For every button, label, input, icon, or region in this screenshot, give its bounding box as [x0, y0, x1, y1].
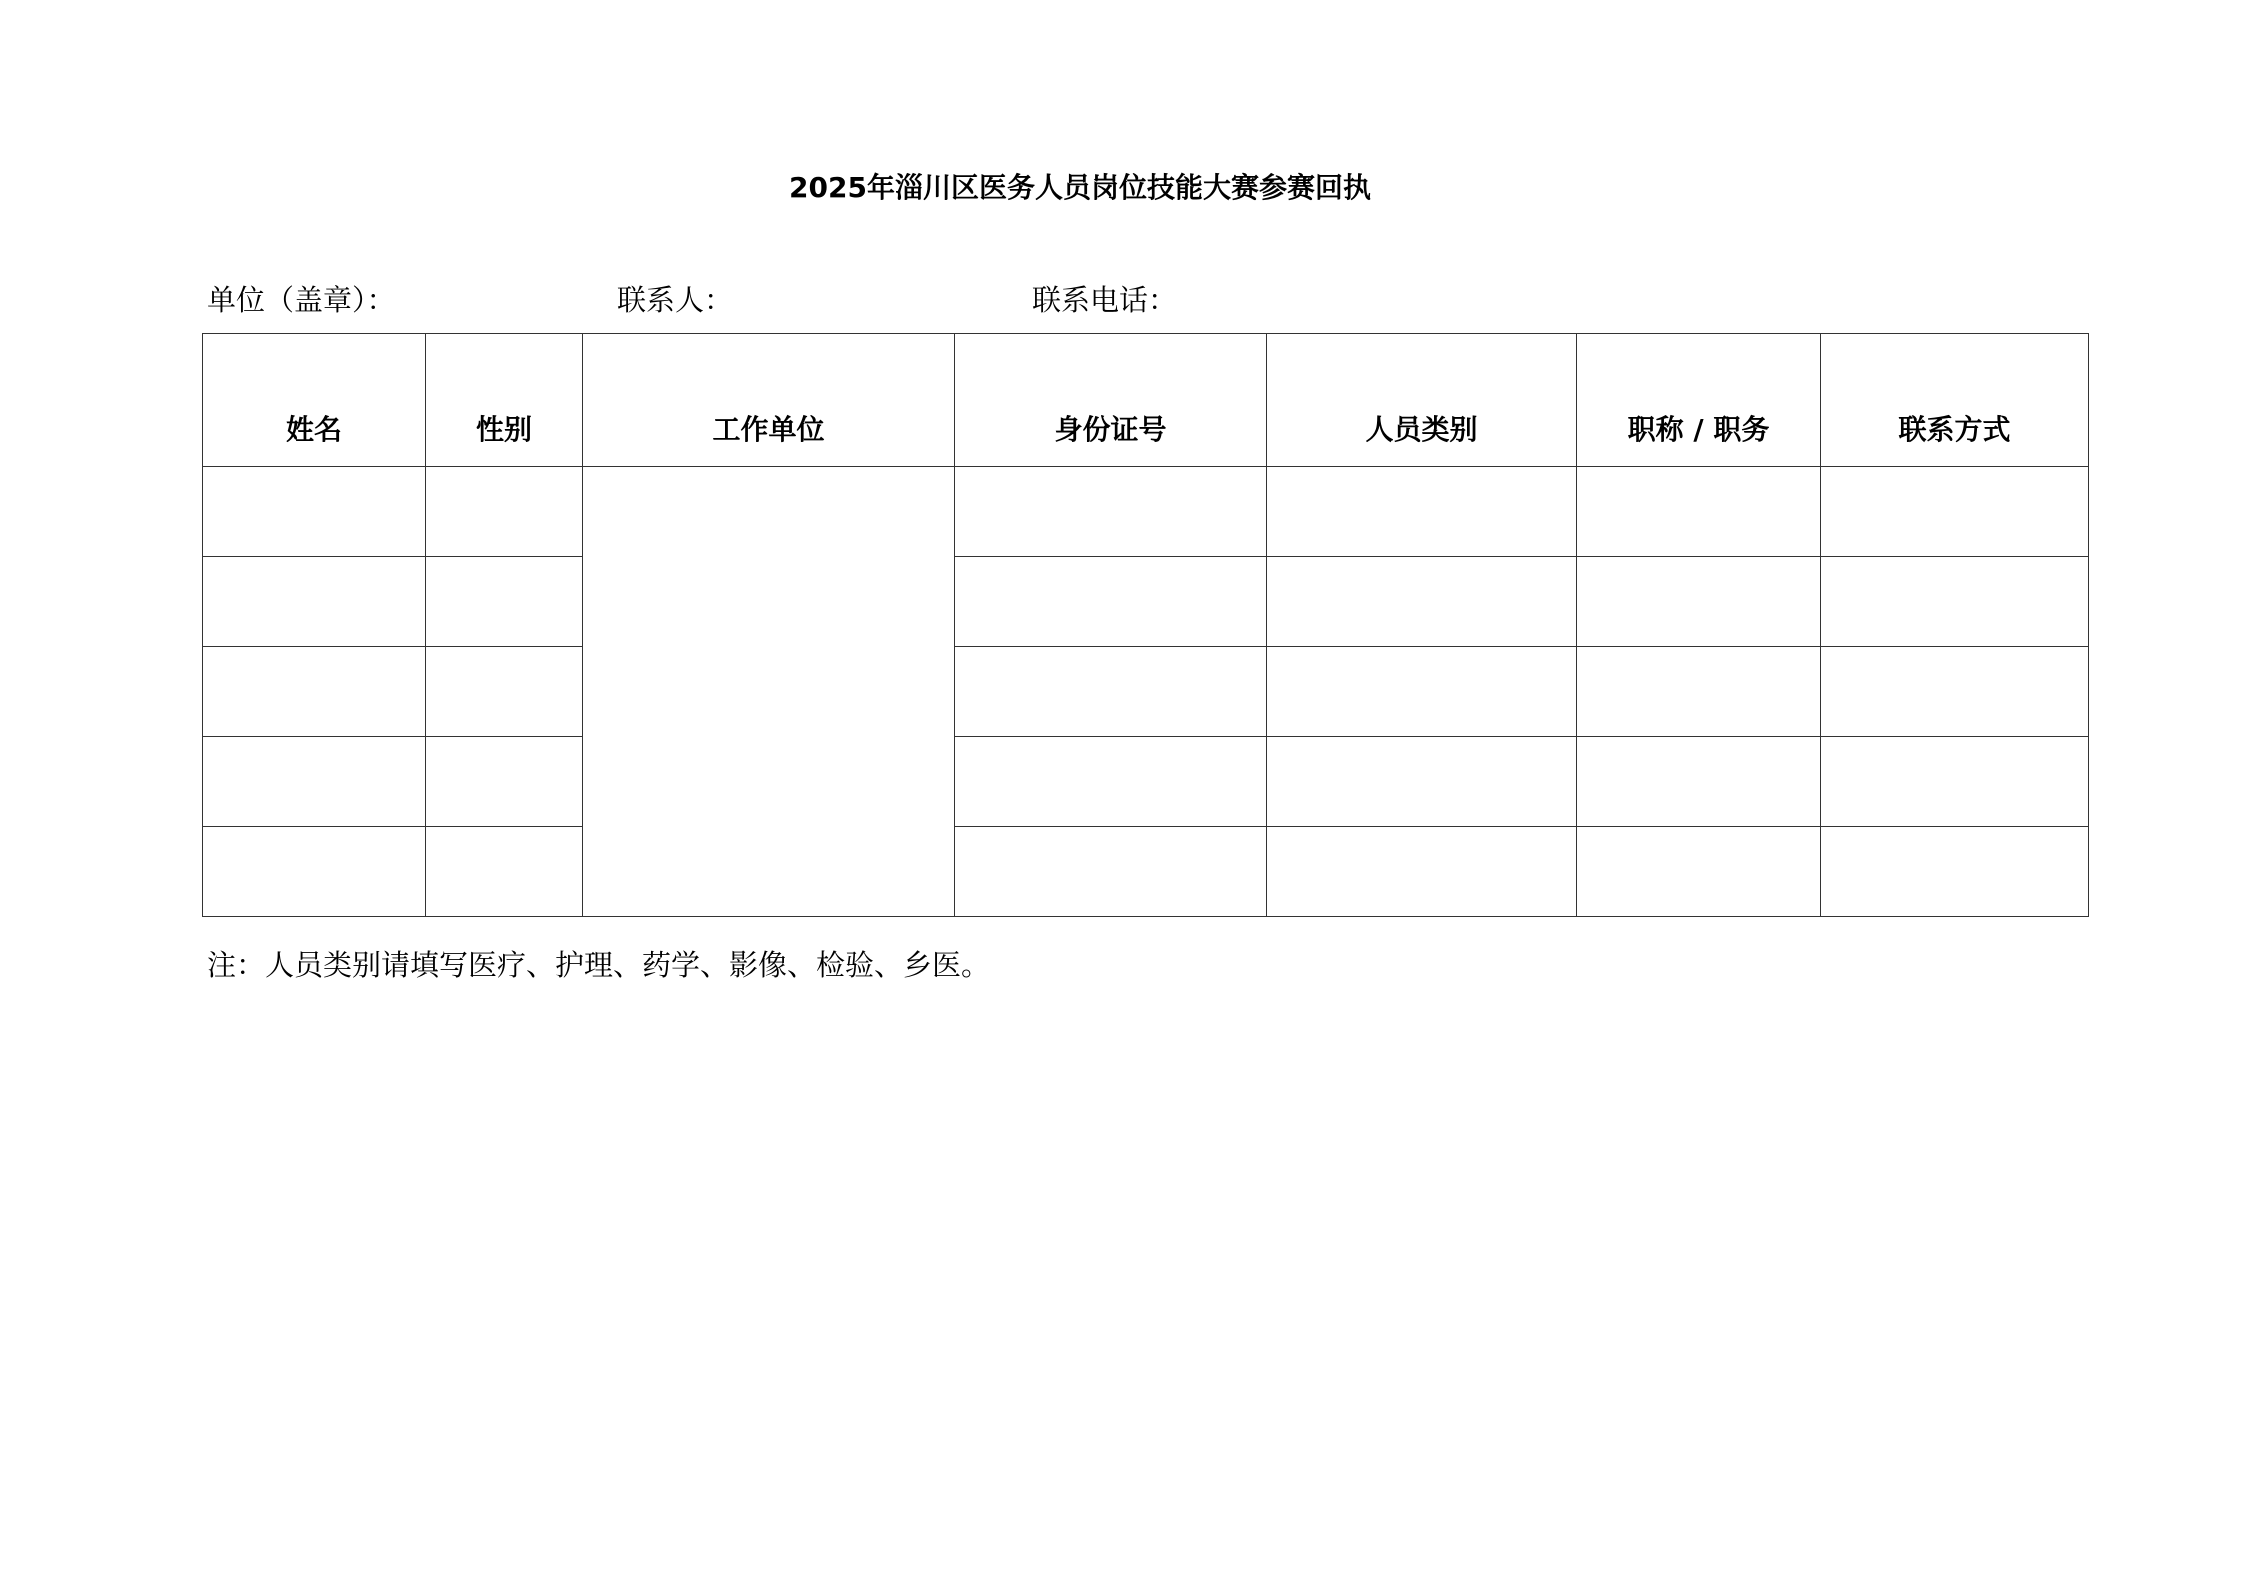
cell-gender[interactable]	[426, 467, 583, 557]
cell-contact-method[interactable]	[1821, 827, 2089, 917]
cell-id-number[interactable]	[955, 827, 1267, 917]
cell-contact-method[interactable]	[1821, 467, 2089, 557]
contact-person-label: 联系人：	[617, 283, 734, 317]
cell-gender[interactable]	[426, 647, 583, 737]
column-header-title-position: 职称 / 职务	[1577, 334, 1821, 467]
table-row	[203, 737, 2089, 827]
cell-gender[interactable]	[426, 827, 583, 917]
cell-gender[interactable]	[426, 737, 583, 827]
column-header-contact-method: 联系方式	[1821, 334, 2089, 467]
cell-title-position[interactable]	[1577, 647, 1821, 737]
column-header-id-number: 身份证号	[955, 334, 1267, 467]
cell-contact-method[interactable]	[1821, 737, 2089, 827]
cell-title-position[interactable]	[1577, 827, 1821, 917]
cell-name[interactable]	[203, 647, 426, 737]
participant-table	[202, 333, 2089, 917]
unit-stamp-label: 单位（盖章）：	[207, 283, 396, 317]
contact-phone-label: 联系电话：	[1032, 283, 1178, 317]
document-title: 2025年淄川区医务人员岗位技能大赛参赛回执	[789, 171, 1371, 204]
cell-title-position[interactable]	[1577, 467, 1821, 557]
cell-name[interactable]	[203, 827, 426, 917]
column-header-name: 姓名	[203, 334, 426, 467]
cell-id-number[interactable]	[955, 647, 1267, 737]
table-header-row	[203, 334, 2089, 467]
cell-id-number[interactable]	[955, 737, 1267, 827]
cell-personnel-category[interactable]	[1267, 647, 1577, 737]
cell-personnel-category[interactable]	[1267, 467, 1577, 557]
column-header-personnel-category: 人员类别	[1267, 334, 1577, 467]
cell-name[interactable]	[203, 737, 426, 827]
table-row	[203, 827, 2089, 917]
column-header-gender: 性别	[426, 334, 583, 467]
table-row	[203, 467, 2089, 557]
table-row	[203, 647, 2089, 737]
cell-title-position[interactable]	[1577, 737, 1821, 827]
cell-title-position[interactable]	[1577, 557, 1821, 647]
cell-personnel-category[interactable]	[1267, 827, 1577, 917]
cell-name[interactable]	[203, 557, 426, 647]
cell-contact-method[interactable]	[1821, 647, 2089, 737]
cell-gender[interactable]	[426, 557, 583, 647]
cell-name[interactable]	[203, 467, 426, 557]
cell-id-number[interactable]	[955, 557, 1267, 647]
cell-personnel-category[interactable]	[1267, 557, 1577, 647]
cell-personnel-category[interactable]	[1267, 737, 1577, 827]
cell-contact-method[interactable]	[1821, 557, 2089, 647]
column-header-workplace: 工作单位	[583, 334, 955, 467]
footnote: 注：人员类别请填写医疗、护理、药学、影像、检验、乡医。	[207, 948, 991, 982]
cell-workplace-merged[interactable]	[583, 467, 955, 917]
cell-id-number[interactable]	[955, 467, 1267, 557]
table-row	[203, 557, 2089, 647]
